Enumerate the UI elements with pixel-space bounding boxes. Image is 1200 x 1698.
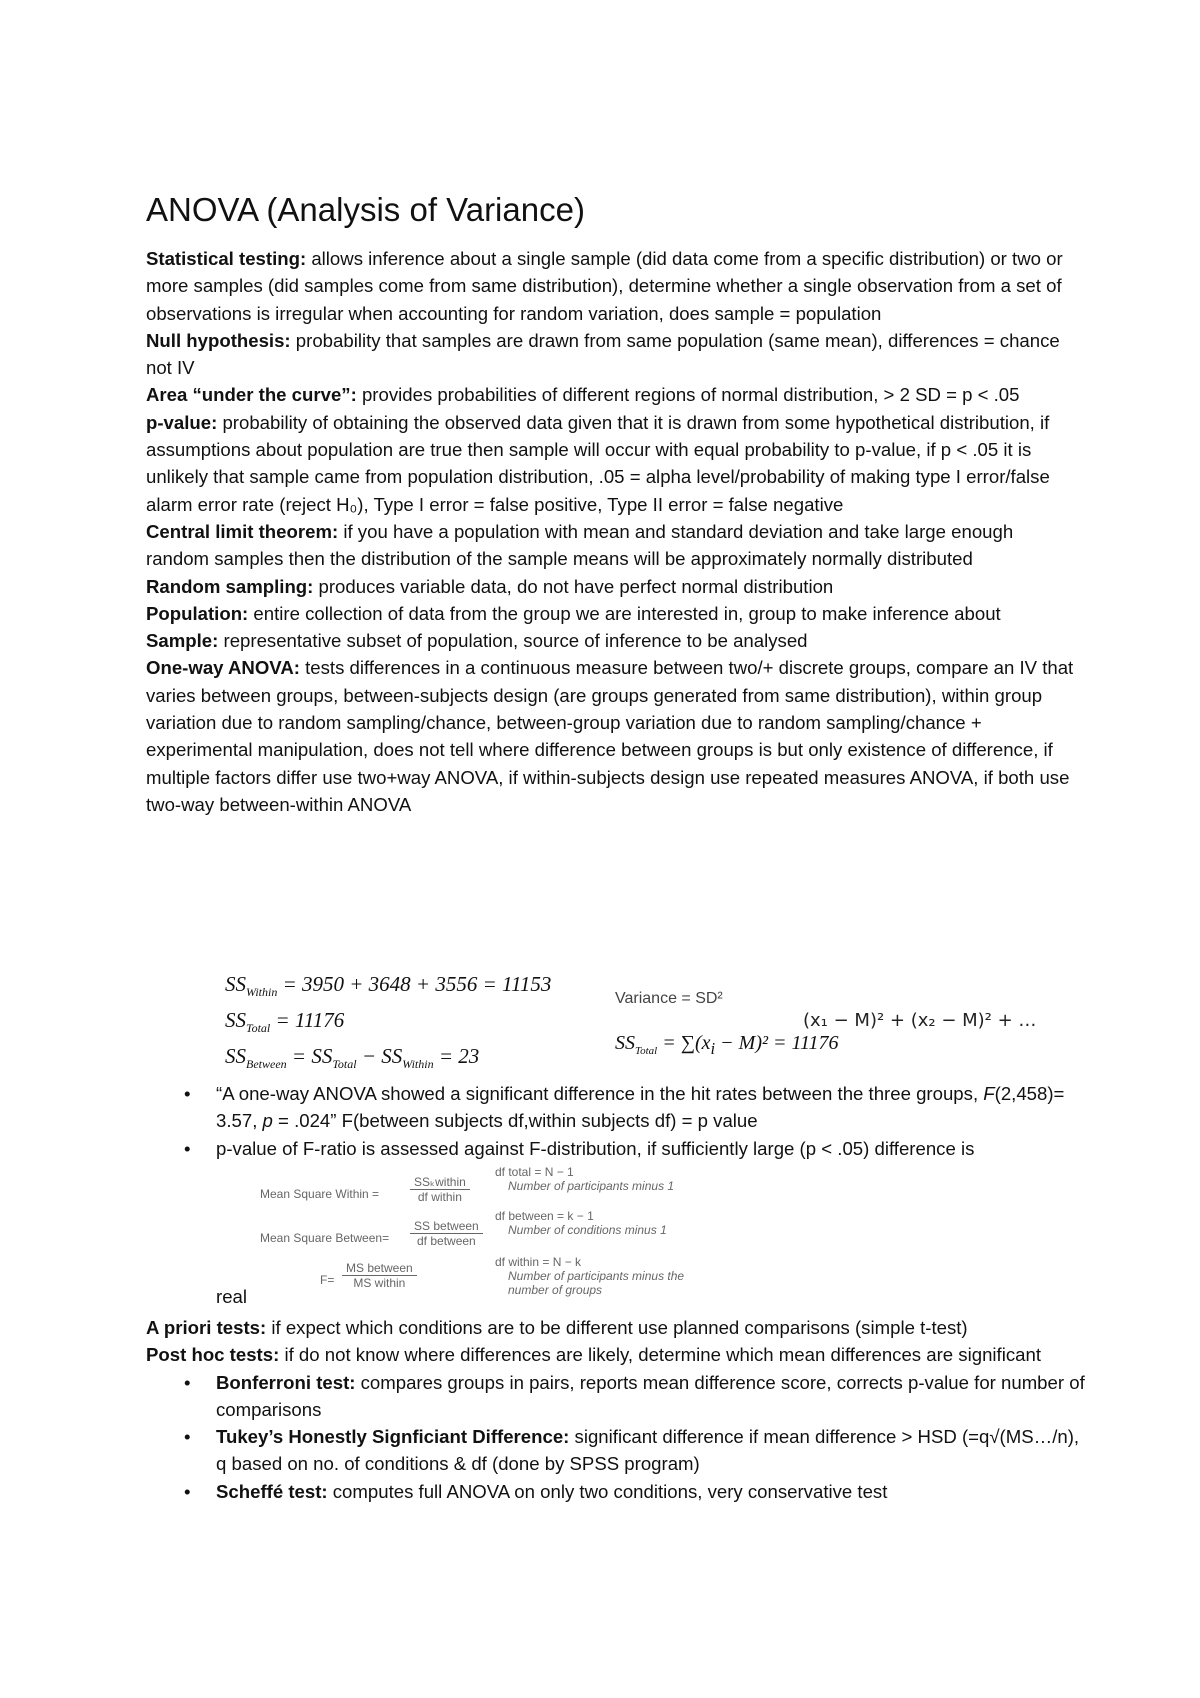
- df-between: df between = k − 1: [495, 1209, 594, 1223]
- equals-ss: = SS: [291, 1044, 333, 1068]
- definition-p-value: [146, 409, 1076, 518]
- term: One-way ANOVA:: [146, 657, 300, 679]
- f-fraction: [342, 1261, 417, 1290]
- definition-random-sampling: [146, 573, 1076, 600]
- ss-between-value: = 23: [438, 1044, 480, 1068]
- term: Sample:: [146, 630, 219, 652]
- ss-symbol: SS: [225, 1044, 246, 1068]
- handwritten-expansion: (x₁ − M)² + (x₂ − M)² + …: [803, 1010, 1037, 1031]
- definition-text: compares groups in pairs, reports mean difference score, corrects p-value for number of comparisons: [216, 1371, 1085, 1420]
- definitions-block: [146, 245, 1076, 818]
- term: Statistical testing:: [146, 248, 307, 269]
- definition-central-limit: [146, 518, 1076, 573]
- definition-text: significant difference if mean difference > HSD (=q√(MS…/n), q based on no. of conditions & df (done by SPSS program): [216, 1426, 1080, 1475]
- definition-text: probability of obtaining the observed data given that it is drawn from some hypothetical distribution, if assumptions about population are true then sample will occur with equal probability to p-value, if p < .05 it is unlikely that sample came from population distribution, .05 = alpha level/probability of making type I error/false alarm error rate (reject H₀), Type I error = false positive, Type II error = false negative: [146, 411, 1050, 515]
- bullet-text-italic: F: [983, 1083, 995, 1104]
- term: Scheffé test:: [216, 1480, 328, 1502]
- term: Population:: [146, 602, 249, 624]
- df-total-note: Number of participants minus 1: [508, 1179, 675, 1193]
- ss-symbol: SS: [615, 1032, 635, 1054]
- list-item: [146, 1423, 1086, 1478]
- definition-text: tests differences in a continuous measure between two/+ discrete groups, compare an IV that varies between groups, between-subjects design (are groups generated from same distribution), within group variation due to random sampling/chance, between-group variation due to random sampling/chance + experimental manipulation, does not tell where difference between groups is but only existence of difference, if multiple factors differ use two+way ANOVA, if within-subjects design use repeated measures ANOVA, if both use two-way between-within ANOVA: [146, 657, 1074, 815]
- denominator: MS within: [353, 1276, 406, 1290]
- df-total: df total = N − 1: [495, 1165, 574, 1179]
- post-hoc-section: [146, 1314, 1086, 1505]
- mean-square-formulas: [250, 1165, 770, 1295]
- ms-between-fraction: [410, 1219, 483, 1248]
- definition-text: computes full ANOVA on only two conditions, very conservative test: [327, 1480, 888, 1502]
- post-hoc-list: [146, 1369, 1086, 1505]
- bullet-text: (2,458)= 3.57,: [216, 1083, 1065, 1132]
- anova-result-bullets: [146, 1080, 1086, 1162]
- bullet-text-italic: p: [262, 1110, 273, 1132]
- ss-total-sum-formula: [615, 1032, 839, 1059]
- term: Bonferroni test:: [216, 1371, 356, 1393]
- definition-text: if do not know where differences are likely, determine which mean differences are significant: [279, 1344, 1041, 1366]
- numerator: SSₖwithin: [410, 1175, 470, 1190]
- ss-total-formula: [225, 1008, 344, 1036]
- term: Area “under the curve”:: [146, 384, 357, 406]
- denominator: df within: [417, 1190, 462, 1204]
- df-within: df within = N − k: [495, 1255, 582, 1269]
- term: Random sampling:: [146, 575, 314, 597]
- subscript: Within: [402, 1057, 434, 1072]
- ss-between-formula: [225, 1044, 479, 1072]
- subscript: Total: [246, 1021, 271, 1036]
- sum-result: − M)² = 11176: [715, 1032, 839, 1054]
- list-item: [146, 1478, 1086, 1505]
- bullet-text: p-value of F-ratio is assessed against F-distribution, if sufficiently large (p < .05) difference is: [216, 1137, 975, 1159]
- bullet-icon: •: [184, 1137, 191, 1159]
- subscript: Within: [246, 985, 278, 1000]
- definition-statistical-testing: [146, 245, 1076, 327]
- ss-symbol: SS: [225, 1008, 246, 1032]
- subscript: i: [710, 1039, 716, 1058]
- definition-text: representative subset of population, source of inference to be analysed: [218, 630, 808, 652]
- continuation-word: real: [216, 1286, 248, 1307]
- definition-text: probability that samples are drawn from same population (same mean), differences = chance not IV: [146, 329, 1060, 379]
- subscript: Total: [635, 1045, 658, 1057]
- term: A priori tests:: [146, 1317, 267, 1338]
- ss-within-formula: [225, 972, 551, 1000]
- list-item: [146, 1369, 1086, 1424]
- numerator: SS between: [410, 1219, 483, 1234]
- term: Central limit theorem:: [146, 520, 339, 542]
- term: Null hypothesis:: [146, 329, 291, 351]
- df-within-note: Number of participants minus the number of groups: [508, 1269, 685, 1297]
- ss-symbol: SS: [225, 972, 246, 996]
- bullet-icon: •: [184, 1371, 191, 1393]
- ss-total-value: = 11176: [275, 1008, 345, 1032]
- sum-part: = ∑(x: [662, 1032, 711, 1054]
- list-item: [146, 1135, 1086, 1162]
- term: p-value:: [146, 411, 218, 433]
- definition-area-under-curve: [146, 381, 1076, 408]
- definition-population: [146, 600, 1076, 627]
- definition-sample: [146, 627, 1076, 654]
- denominator: df between: [417, 1234, 476, 1248]
- minus-ss: − SS: [361, 1044, 403, 1068]
- ms-within-label: Mean Square Within =: [260, 1187, 380, 1201]
- numerator: MS between: [342, 1261, 417, 1276]
- list-item: [146, 1080, 1086, 1135]
- term: Tukey’s Honestly Signficiant Difference:: [216, 1426, 570, 1448]
- bullet-icon: •: [184, 1426, 191, 1448]
- definition-null-hypothesis: [146, 327, 1076, 382]
- definition-text: entire collection of data from the group we are interested in, group to make inference about: [248, 602, 1001, 624]
- definition-text: provides probabilities of different regions of normal distribution, > 2 SD = p < .05: [356, 384, 1020, 406]
- df-between-note: Number of conditions minus 1: [508, 1223, 667, 1237]
- definition-text: if expect which conditions are to be different use planned comparisons (simple t-test): [266, 1317, 968, 1338]
- subscript: Total: [332, 1057, 357, 1072]
- subscript: Between: [246, 1057, 287, 1072]
- f-label: F=: [320, 1273, 335, 1287]
- bullet-icon: •: [184, 1480, 191, 1502]
- ms-between-label: Mean Square Between=: [260, 1231, 390, 1245]
- definition-a-priori: [146, 1314, 1086, 1341]
- variance-definition: Variance = SD²: [615, 990, 723, 1007]
- term: Post hoc tests:: [146, 1344, 280, 1366]
- definition-text: allows inference about a single sample (did data come from a specific distribution) or two or more samples (did samples come from same distribution), determine whether a single observation from a set of observations is irregular when accounting for random variation, does sample = population: [146, 248, 1063, 324]
- definition-text: produces variable data, do not have perfect normal distribution: [313, 575, 834, 597]
- definition-post-hoc: [146, 1341, 1086, 1368]
- bullet-text: “A one-way ANOVA showed a significant difference in the hit rates between the three groups,: [216, 1083, 984, 1104]
- definition-text: if you have a population with mean and standard deviation and take large enough random samples then the distribution of the sample means will be approximately normally distributed: [146, 520, 1014, 570]
- ss-within-value: = 3950 + 3648 + 3556 = 11153: [282, 972, 552, 996]
- bullet-text: = .024” F(between subjects df,within subjects df) = p value: [272, 1110, 758, 1132]
- definition-one-way-anova: [146, 654, 1076, 818]
- page-title: ANOVA (Analysis of Variance): [146, 191, 585, 228]
- sum-of-squares-formulas: [225, 972, 1045, 1080]
- bullet-icon: •: [184, 1083, 191, 1104]
- ms-within-fraction: [410, 1175, 470, 1204]
